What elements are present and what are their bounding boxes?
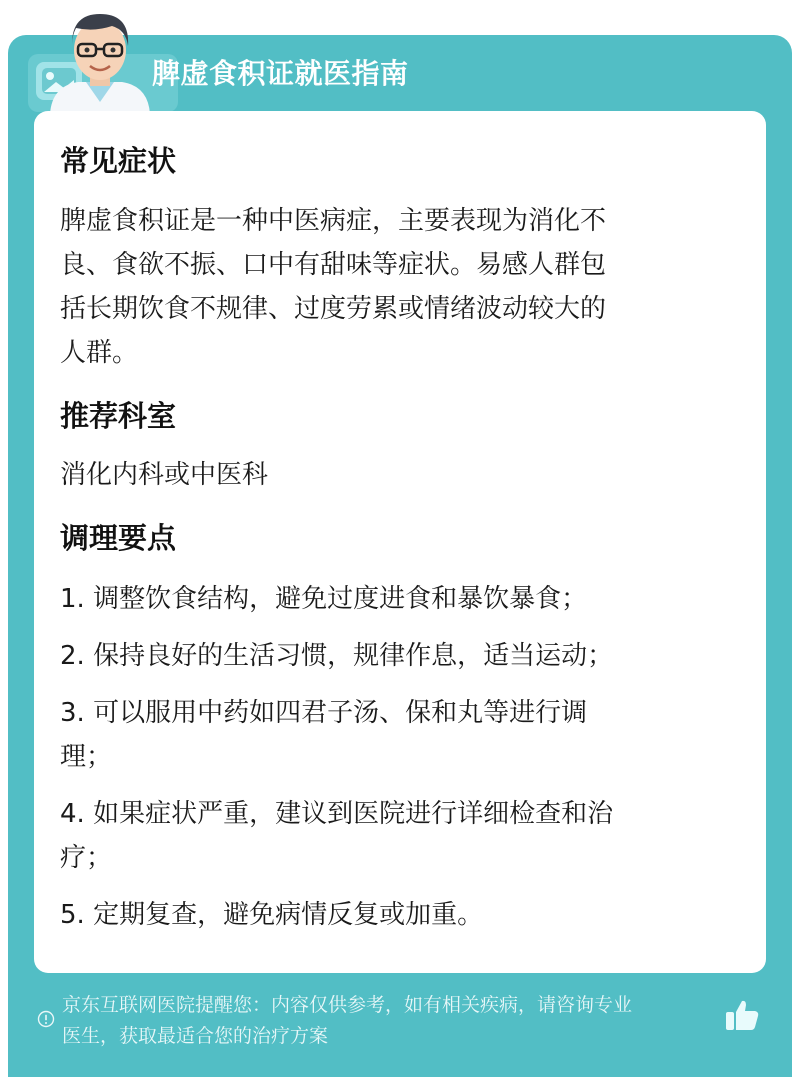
doctor-avatar-icon	[42, 6, 158, 114]
symptoms-line: 人群。	[60, 338, 139, 368]
care-item-line: 3. 可以服用中药如四君子汤、保和丸等进行调	[60, 698, 588, 728]
care-item-4	[60, 792, 732, 880]
disclaimer-line: 医生，获取最适合您的治疗方案	[62, 1025, 329, 1047]
care-item-line: 理；	[60, 742, 113, 772]
care-item-line: 2. 保持良好的生活习惯，规律作息，适当运动；	[60, 641, 614, 671]
department-heading: 推荐科室	[60, 399, 177, 433]
care-item-3	[60, 691, 732, 779]
care-item-line: 疗；	[60, 843, 113, 873]
thumbs-up-icon[interactable]	[724, 998, 760, 1032]
disclaimer	[62, 990, 632, 1052]
symptoms-line: 脾虚食积证是一种中医病症，主要表现为消化不	[60, 206, 607, 236]
symptoms-heading: 常见症状	[60, 144, 177, 178]
symptoms-line: 括长期饮食不规律、过度劳累或情绪波动较大的	[60, 294, 607, 324]
care-heading: 调理要点	[60, 521, 177, 555]
department-line: 消化内科或中医科	[60, 460, 269, 490]
care-item-1	[60, 577, 732, 621]
care-item-2	[60, 634, 732, 678]
care-item-5	[60, 893, 732, 937]
symptoms-line: 良、食欲不振、口中有甜味等症状。易感人群包	[60, 250, 607, 280]
care-item-line: 1. 调整饮食结构，避免过度进食和暴饮暴食；	[60, 584, 588, 614]
info-icon	[37, 1010, 55, 1028]
symptoms-text	[60, 199, 732, 375]
care-item-line: 4. 如果症状严重，建议到医院进行详细检查和治	[60, 799, 614, 829]
care-item-line: 5. 定期复查，避免病情反复或加重。	[60, 900, 484, 930]
department-text	[60, 453, 732, 497]
disclaimer-line: 京东互联网医院提醒您：内容仅供参考，如有相关疾病，请咨询专业	[62, 994, 633, 1016]
page-title: 脾虚食积证就医指南	[152, 57, 409, 90]
content-card	[34, 111, 766, 973]
